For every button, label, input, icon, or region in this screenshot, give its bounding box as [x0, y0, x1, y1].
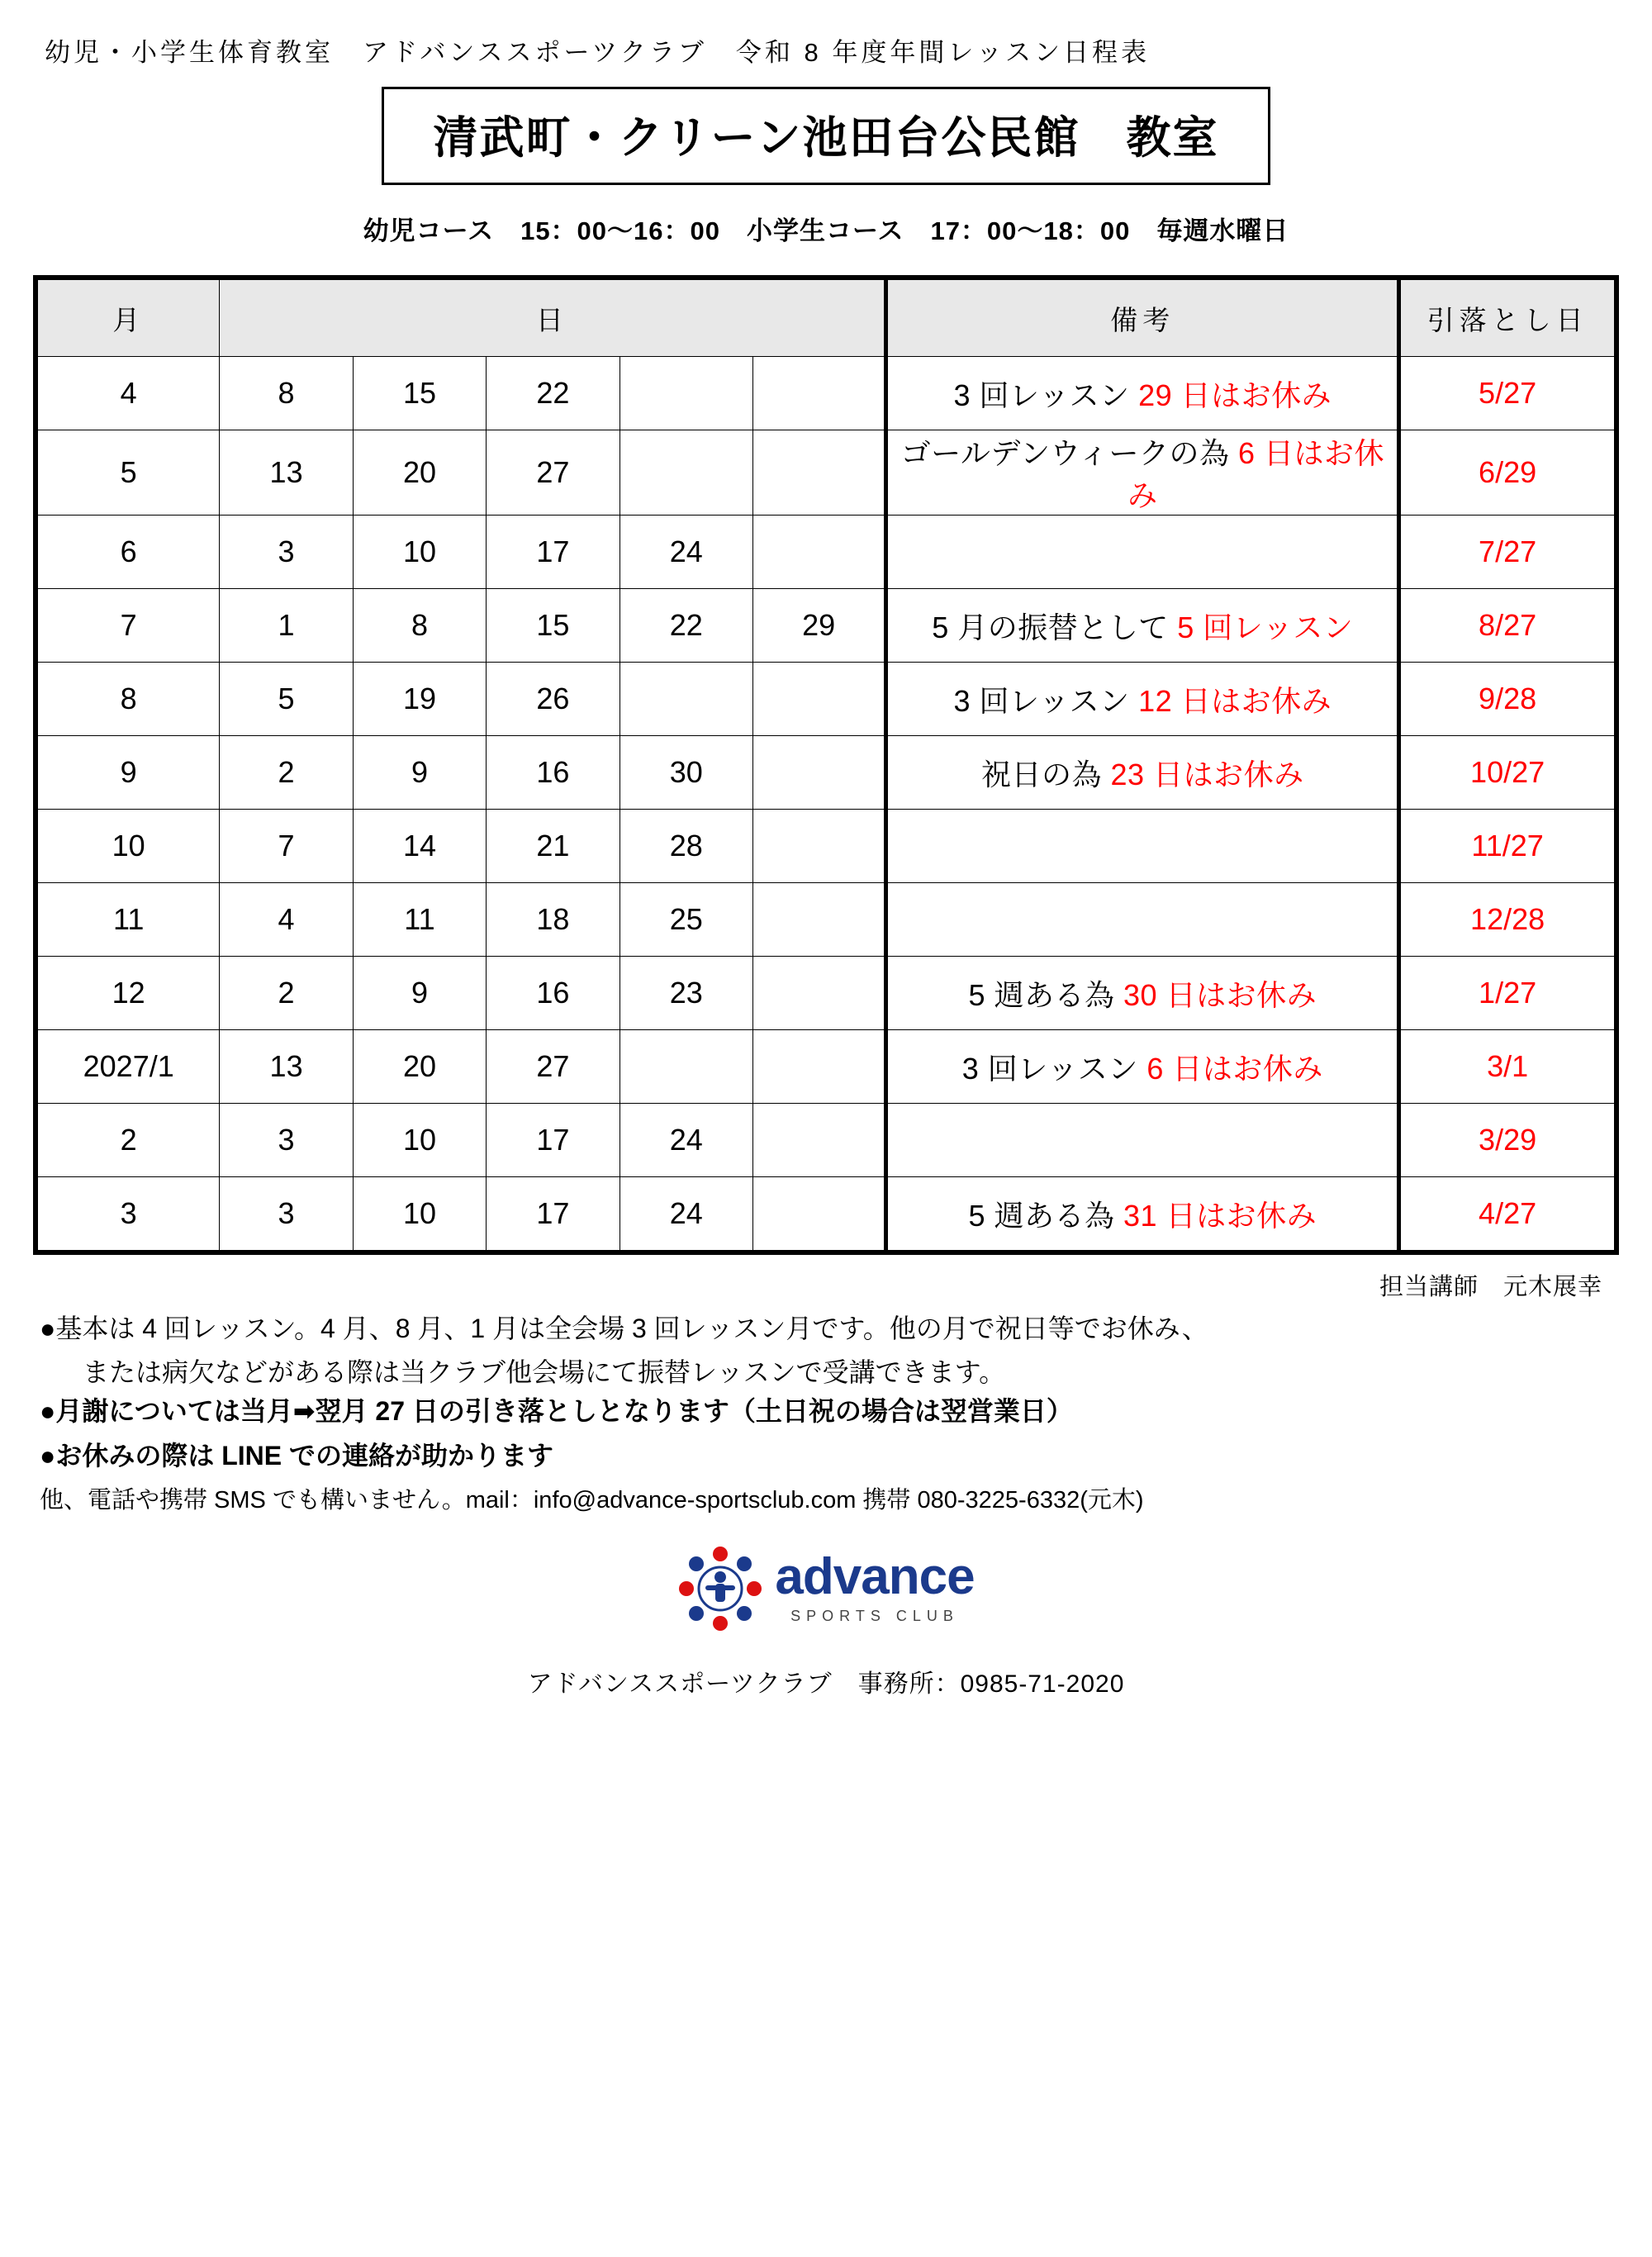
table-row	[38, 430, 1615, 516]
logo-tagline: SPORTS CLUB	[790, 1608, 959, 1625]
table-row	[38, 957, 1615, 1030]
remarks-highlight: 23 日はお休み	[1110, 757, 1304, 791]
cell-day: 2	[220, 736, 353, 810]
cell-day	[620, 1030, 752, 1104]
cell-day: 10	[353, 1177, 486, 1251]
cell-month: 9	[38, 736, 220, 810]
column-header-debit: 引落とし日	[1399, 280, 1615, 357]
remarks-text: 5 週ある為	[968, 1198, 1124, 1233]
cell-remarks	[886, 1177, 1399, 1251]
cell-day: 17	[487, 1104, 620, 1177]
table-row	[38, 1104, 1615, 1177]
cell-day: 20	[353, 1030, 486, 1104]
remarks-text: 5 月の振替として	[932, 610, 1178, 644]
table-row	[38, 516, 1615, 589]
cell-remarks	[886, 736, 1399, 810]
note-other-contact: 他、電話や携帯 SMS でも構いません。mail：info@advance-sportsclub.com 携帯 080-3225-6332(元木)	[40, 1487, 1144, 1514]
cell-day: 21	[487, 810, 620, 883]
cell-day: 8	[353, 589, 486, 663]
cell-day: 15	[353, 357, 486, 430]
cell-day: 30	[620, 736, 752, 810]
title-box-wrapper	[33, 87, 1619, 185]
note-lessons-line1: ●基本は 4 回レッスン。4 月、8 月、1 月は全会場 3 回レッスン月です。他の月で祝日等でお休み、	[40, 1314, 1208, 1343]
cell-remarks	[886, 430, 1399, 516]
cell-month: 2027/1	[38, 1030, 220, 1104]
cell-day: 9	[353, 736, 486, 810]
cell-month: 11	[38, 883, 220, 957]
cell-month: 12	[38, 957, 220, 1030]
cell-day	[752, 883, 885, 957]
cell-day: 24	[620, 516, 752, 589]
cell-debit-date: 3/29	[1399, 1104, 1615, 1177]
note-lessons-line2: または病欠などがある際は当クラブ他会場にて振替レッスンで受講できます。	[83, 1357, 1006, 1387]
table-row	[38, 357, 1615, 430]
remarks-highlight: 6 日はお休み	[1146, 1051, 1323, 1086]
table-header	[38, 280, 1615, 357]
cell-month: 5	[38, 430, 220, 516]
table-row	[38, 1177, 1615, 1251]
schedule-table	[37, 279, 1615, 1251]
cell-remarks	[886, 957, 1399, 1030]
cell-day: 4	[220, 883, 353, 957]
course-time-line: 幼児コース 15：00〜16：00 小学生コース 17：00〜18：00 毎週水曜日	[363, 216, 1289, 245]
table-row	[38, 663, 1615, 736]
cell-day: 24	[620, 1104, 752, 1177]
cell-day: 20	[353, 430, 486, 516]
cell-day: 27	[487, 1030, 620, 1104]
cell-day: 24	[620, 1177, 752, 1251]
cell-day: 7	[220, 810, 353, 883]
cell-day: 15	[487, 589, 620, 663]
schedule-table-container	[33, 275, 1619, 1255]
logo-text-block	[775, 1548, 975, 1625]
cell-day: 5	[220, 663, 353, 736]
cell-day: 26	[487, 663, 620, 736]
cell-day	[752, 810, 885, 883]
remarks-highlight: 6 日はお休み	[1127, 436, 1385, 512]
cell-day: 9	[353, 957, 486, 1030]
table-row	[38, 589, 1615, 663]
column-header-month: 月	[38, 280, 220, 357]
table-body	[38, 357, 1615, 1251]
cell-day	[752, 1177, 885, 1251]
cell-remarks	[886, 663, 1399, 736]
cell-month: 4	[38, 357, 220, 430]
cell-day: 3	[220, 516, 353, 589]
remarks-text: ゴールデンウィークの為	[900, 436, 1238, 470]
cell-debit-date: 9/28	[1399, 663, 1615, 736]
note-payment: ●月謝については当月➡翌月 27 日の引き落としとなります（土日祝の場合は翌営業日）	[40, 1396, 1073, 1427]
cell-debit-date: 8/27	[1399, 589, 1615, 663]
cell-day: 11	[353, 883, 486, 957]
cell-debit-date: 6/29	[1399, 430, 1615, 516]
table-row	[38, 883, 1615, 957]
remarks-highlight: 30 日はお休み	[1123, 977, 1317, 1012]
footer-contact: アドバンススポーツクラブ 事務所：0985-71-2020	[527, 1670, 1125, 1698]
cell-month: 6	[38, 516, 220, 589]
cell-day: 19	[353, 663, 486, 736]
cell-month: 10	[38, 810, 220, 883]
cell-debit-date: 5/27	[1399, 357, 1615, 430]
remarks-text: 3 回レッスン	[953, 378, 1139, 412]
cell-day	[620, 430, 752, 516]
cell-remarks	[886, 589, 1399, 663]
cell-debit-date: 1/27	[1399, 957, 1615, 1030]
cell-day: 25	[620, 883, 752, 957]
cell-day: 23	[620, 957, 752, 1030]
cell-day: 16	[487, 736, 620, 810]
remarks-highlight: 12 日はお休み	[1138, 683, 1332, 718]
table-row	[38, 810, 1615, 883]
cell-remarks	[886, 357, 1399, 430]
cell-day: 8	[220, 357, 353, 430]
note-line-contact: ●お休みの際は LINE での連絡が助かります	[40, 1441, 554, 1471]
cell-remarks	[886, 1104, 1399, 1177]
cell-day: 2	[220, 957, 353, 1030]
cell-day: 18	[487, 883, 620, 957]
cell-day	[752, 957, 885, 1030]
cell-day: 13	[220, 1030, 353, 1104]
cell-day	[752, 1104, 885, 1177]
brand-logo	[33, 1546, 1619, 1632]
cell-remarks	[886, 810, 1399, 883]
cell-day: 1	[220, 589, 353, 663]
cell-day: 17	[487, 516, 620, 589]
cell-day: 28	[620, 810, 752, 883]
cell-debit-date: 7/27	[1399, 516, 1615, 589]
cell-day: 22	[620, 589, 752, 663]
cell-debit-date: 3/1	[1399, 1030, 1615, 1104]
cell-debit-date: 4/27	[1399, 1177, 1615, 1251]
cell-day	[752, 357, 885, 430]
logo-wordmark: advance	[775, 1548, 975, 1606]
cell-day: 22	[487, 357, 620, 430]
cell-day: 17	[487, 1177, 620, 1251]
cell-debit-date: 10/27	[1399, 736, 1615, 810]
cell-day: 3	[220, 1104, 353, 1177]
cell-day: 16	[487, 957, 620, 1030]
column-header-day: 日	[220, 280, 886, 357]
remarks-highlight: 29 日はお休み	[1138, 378, 1332, 412]
cell-remarks	[886, 516, 1399, 589]
remarks-text: 3 回レッスン	[961, 1051, 1147, 1086]
cell-day: 3	[220, 1177, 353, 1251]
remarks-text: 5 週ある為	[968, 977, 1124, 1012]
cell-remarks	[886, 883, 1399, 957]
column-header-remarks: 備考	[886, 280, 1399, 357]
page-title: 清武町・クリーン池田台公民館 教室	[382, 87, 1271, 185]
remarks-highlight: 5 回レッスン	[1177, 610, 1354, 644]
cell-day	[752, 736, 885, 810]
document-subtitle: 幼児・小学生体育教室 アドバンススポーツクラブ 令和 8 年度年間レッスン日程表	[45, 38, 1151, 67]
cell-day	[620, 357, 752, 430]
cell-debit-date: 11/27	[1399, 810, 1615, 883]
cell-day	[620, 663, 752, 736]
cell-month: 3	[38, 1177, 220, 1251]
cell-remarks	[886, 1030, 1399, 1104]
remarks-text: 3 回レッスン	[953, 683, 1139, 718]
cell-day	[752, 516, 885, 589]
instructor-line: 担当講師 元木展幸	[1379, 1274, 1602, 1300]
table-header-row	[38, 280, 1615, 357]
cell-day	[752, 1030, 885, 1104]
cell-day: 14	[353, 810, 486, 883]
notes-section	[33, 1309, 1619, 1518]
table-row	[38, 1030, 1615, 1104]
cell-day: 27	[487, 430, 620, 516]
cell-day	[752, 430, 885, 516]
remarks-highlight: 31 日はお休み	[1123, 1198, 1317, 1233]
cell-day: 10	[353, 1104, 486, 1177]
cell-day	[752, 663, 885, 736]
cell-month: 2	[38, 1104, 220, 1177]
table-row	[38, 736, 1615, 810]
remarks-text: 祝日の為	[981, 757, 1111, 791]
cell-month: 7	[38, 589, 220, 663]
cell-day: 10	[353, 516, 486, 589]
cell-day: 13	[220, 430, 353, 516]
cell-debit-date: 12/28	[1399, 883, 1615, 957]
cell-day: 29	[752, 589, 885, 663]
cell-month: 8	[38, 663, 220, 736]
advance-logo-icon	[677, 1546, 763, 1632]
